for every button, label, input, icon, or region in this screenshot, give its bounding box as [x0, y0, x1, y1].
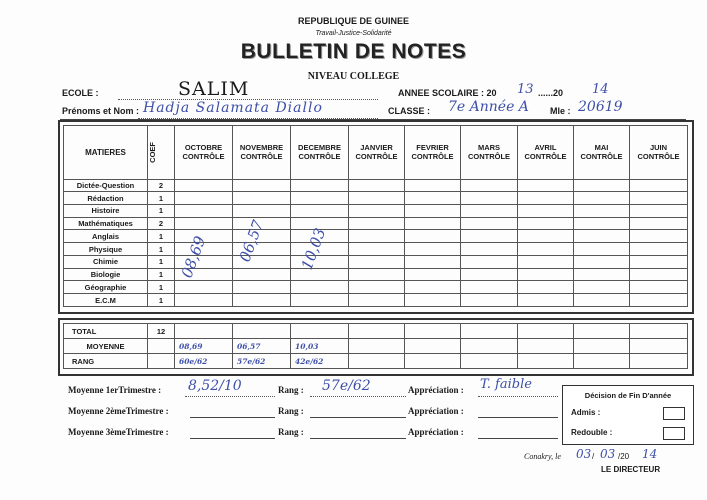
subject-name: E.C.M [64, 294, 148, 307]
date-sep-1: / [592, 452, 595, 461]
grade-cell [291, 294, 349, 307]
subject-row [64, 268, 688, 281]
month-header: OCTOBRE CONTRÔLE [175, 126, 233, 180]
december-grade-handwritten: 10,03 [297, 225, 330, 273]
director-label: LE DIRECTEUR [601, 465, 661, 474]
grade-cell [630, 294, 688, 307]
subject-coef: 2 [148, 217, 175, 230]
subject-name: Histoire [64, 205, 148, 218]
grade-cell [405, 255, 461, 268]
grade-cell [461, 281, 518, 294]
grade-cell [349, 192, 405, 205]
grade-cell [574, 217, 630, 230]
grade-cell [405, 179, 461, 192]
trimester-1-moyenne: 8,52/10 [188, 378, 242, 394]
grade-cell [349, 255, 405, 268]
subject-row [64, 192, 688, 205]
grade-cell [405, 243, 461, 256]
matricule-value: 20619 [578, 99, 623, 115]
trimester-1-rang-label: Rang : [278, 385, 304, 395]
month-header: JANVIER CONTRÔLE [349, 126, 405, 180]
subject-name: Chimie [64, 255, 148, 268]
grade-cell [233, 268, 291, 281]
rang-value: 57e/62 [233, 354, 291, 369]
subject-row [64, 243, 688, 256]
grade-cell [518, 255, 574, 268]
grade-cell [461, 179, 518, 192]
grade-cell [349, 268, 405, 281]
subject-name: Rédaction [64, 192, 148, 205]
trimester-3-rang-line [310, 437, 406, 439]
month-header: AVRIL CONTRÔLE [518, 126, 574, 180]
month-header: DECEMBRE CONTRÔLE [291, 126, 349, 180]
student-name: Hadja Salamata Diallo [143, 100, 323, 116]
subject-coef: 1 [148, 192, 175, 205]
date-year-prefix: /20 [618, 452, 630, 461]
grade-cell [349, 281, 405, 294]
grade-cell [233, 205, 291, 218]
grade-cell [630, 268, 688, 281]
grade-cell [405, 217, 461, 230]
grades-table [63, 125, 688, 307]
grade-cell [349, 243, 405, 256]
rang-label: RANG [64, 354, 148, 369]
subject-name: Anglais [64, 230, 148, 243]
grade-cell [630, 179, 688, 192]
grade-cell [630, 192, 688, 205]
grade-cell [461, 205, 518, 218]
trimester-1-appr-label: Appréciation : [408, 385, 464, 395]
trimester-2-rang-label: Rang : [278, 406, 304, 416]
national-motto: Travail-Justice-Solidarité [315, 30, 392, 37]
date-month: 03 [600, 447, 616, 461]
grade-cell [461, 217, 518, 230]
month-header: MAI CONTRÔLE [574, 126, 630, 180]
trimester-1-line [185, 395, 275, 397]
grade-cell [175, 179, 233, 192]
class-label: CLASSE : [388, 106, 431, 116]
coef-header: COEF [148, 126, 175, 180]
grade-cell [405, 294, 461, 307]
school-year-sep: ......20 [538, 88, 564, 98]
redouble-label: Redouble : [571, 428, 613, 437]
subject-row [64, 230, 688, 243]
grade-cell [461, 268, 518, 281]
level-label: NIVEAU COLLEGE [307, 71, 400, 82]
grade-cell [630, 230, 688, 243]
grade-cell [405, 268, 461, 281]
grade-cell [630, 205, 688, 218]
month-header: NOVEMBRE CONTRÔLE [233, 126, 291, 180]
moyenne-value: 10,03 [291, 339, 349, 354]
matricule-label: Mle : [550, 106, 571, 116]
moyenne-value: 06,57 [233, 339, 291, 354]
redouble-checkbox[interactable] [663, 427, 685, 440]
subject-name: Biologie [64, 268, 148, 281]
month-header: FEVRIER CONTRÔLE [405, 126, 461, 180]
subject-coef: 1 [148, 294, 175, 307]
grade-cell [518, 192, 574, 205]
grade-cell [630, 217, 688, 230]
grade-cell [574, 281, 630, 294]
grade-cell [175, 217, 233, 230]
grade-cell [175, 192, 233, 205]
subject-coef: 1 [148, 281, 175, 294]
school-label: ECOLE : [62, 88, 99, 98]
trimester-3-label: Moyenne 3èmeTrimestre : [68, 427, 169, 437]
grade-cell [574, 205, 630, 218]
grade-cell [461, 192, 518, 205]
grade-cell [405, 192, 461, 205]
trimester-2-label: Moyenne 2èmeTrimestre : [68, 406, 169, 416]
trimester-1-appr-line [478, 395, 558, 397]
moyenne-value: 08,69 [175, 339, 233, 354]
total-coef: 12 [148, 324, 175, 339]
grade-cell [291, 179, 349, 192]
grade-cell [405, 230, 461, 243]
trimester-3-line [190, 437, 275, 439]
trimester-1-label: Moyenne 1erTrimestre : [68, 385, 162, 395]
grade-cell [233, 294, 291, 307]
grade-cell [518, 205, 574, 218]
subject-coef: 1 [148, 255, 175, 268]
grade-cell [518, 268, 574, 281]
trimester-2-line [190, 416, 275, 418]
november-grade-handwritten: 06,57 [235, 217, 268, 265]
subject-coef: 1 [148, 243, 175, 256]
trimester-2-rang-line [310, 416, 406, 418]
subject-row [64, 281, 688, 294]
trimester-1-rang-line [310, 395, 406, 397]
totals-table [63, 323, 688, 369]
grade-cell [349, 205, 405, 218]
subject-coef: 2 [148, 179, 175, 192]
date-year: 14 [642, 447, 658, 461]
trimester-1-rang: 57e/62 [322, 378, 371, 394]
grade-cell [630, 281, 688, 294]
subject-name: Mathématiques [64, 217, 148, 230]
month-header: MARS CONTRÔLE [461, 126, 518, 180]
subject-row [64, 217, 688, 230]
grade-cell [405, 205, 461, 218]
grade-cell [461, 294, 518, 307]
grade-cell [291, 281, 349, 294]
grade-cell [461, 243, 518, 256]
grade-cell [630, 243, 688, 256]
school-name: SALIM [178, 78, 250, 100]
grade-cell [461, 230, 518, 243]
grade-cell [518, 281, 574, 294]
document-title: BULLETIN DE NOTES [240, 40, 467, 63]
grade-cell [574, 179, 630, 192]
subject-row [64, 205, 688, 218]
school-year-end: 14 [592, 82, 609, 97]
month-header: JUIN CONTRÔLE [630, 126, 688, 180]
total-label: TOTAL [64, 324, 148, 339]
grade-cell [175, 205, 233, 218]
matieres-header: MATIERES [64, 126, 148, 180]
admis-label: Admis : [571, 408, 601, 417]
grade-cell [349, 294, 405, 307]
trimester-3-appr-line [478, 437, 558, 439]
republic-title: REPUBLIQUE DE GUINEE [297, 16, 409, 26]
grade-cell [349, 230, 405, 243]
grade-cell [574, 294, 630, 307]
trimester-3-rang-label: Rang : [278, 427, 304, 437]
grade-cell [291, 192, 349, 205]
grade-cell [233, 281, 291, 294]
grade-cell [574, 230, 630, 243]
school-year-label: ANNEE SCOLAIRE : 20 [398, 88, 497, 98]
decision-title: Décision de Fin D'année [584, 391, 672, 400]
grade-cell [461, 255, 518, 268]
admis-checkbox[interactable] [663, 407, 685, 420]
subject-row [64, 255, 688, 268]
grade-cell [518, 243, 574, 256]
grade-cell [175, 294, 233, 307]
grade-cell [518, 179, 574, 192]
trimester-1-appreciation: T. faible [480, 377, 532, 392]
trimester-2-appr-line [478, 416, 558, 418]
grade-cell [233, 192, 291, 205]
trimester-3-appr-label: Appréciation : [408, 427, 464, 437]
subject-name: Géographie [64, 281, 148, 294]
rang-value: 60e/62 [175, 354, 233, 369]
subject-name: Physique [64, 243, 148, 256]
grade-cell [291, 268, 349, 281]
subject-name: Dictée-Question [64, 179, 148, 192]
place-label: Conakry, le [524, 452, 561, 461]
trimester-2-appr-label: Appréciation : [408, 406, 464, 416]
subject-coef: 1 [148, 268, 175, 281]
subject-row [64, 179, 688, 192]
moyenne-label: MOYENNE [64, 339, 148, 354]
class-value: 7e Année A [448, 99, 529, 115]
grade-cell [291, 205, 349, 218]
grade-cell [349, 179, 405, 192]
student-name-label: Prénoms et Nom : [62, 106, 140, 116]
grade-cell [518, 230, 574, 243]
grade-cell [574, 243, 630, 256]
rang-value: 42e/62 [291, 354, 349, 369]
grade-cell [574, 255, 630, 268]
grade-cell [574, 192, 630, 205]
grade-cell [630, 255, 688, 268]
date-day: 03 [576, 447, 592, 461]
grade-cell [574, 268, 630, 281]
grade-cell [233, 179, 291, 192]
decision-box [562, 385, 694, 445]
school-year-start: 13 [517, 82, 534, 97]
grade-cell [175, 281, 233, 294]
grade-cell [405, 281, 461, 294]
subject-row [64, 294, 688, 307]
grade-cell [349, 217, 405, 230]
subject-coef: 1 [148, 205, 175, 218]
subject-coef: 1 [148, 230, 175, 243]
october-grade-handwritten: 08,69 [177, 233, 210, 281]
grade-cell [518, 217, 574, 230]
grade-cell [518, 294, 574, 307]
